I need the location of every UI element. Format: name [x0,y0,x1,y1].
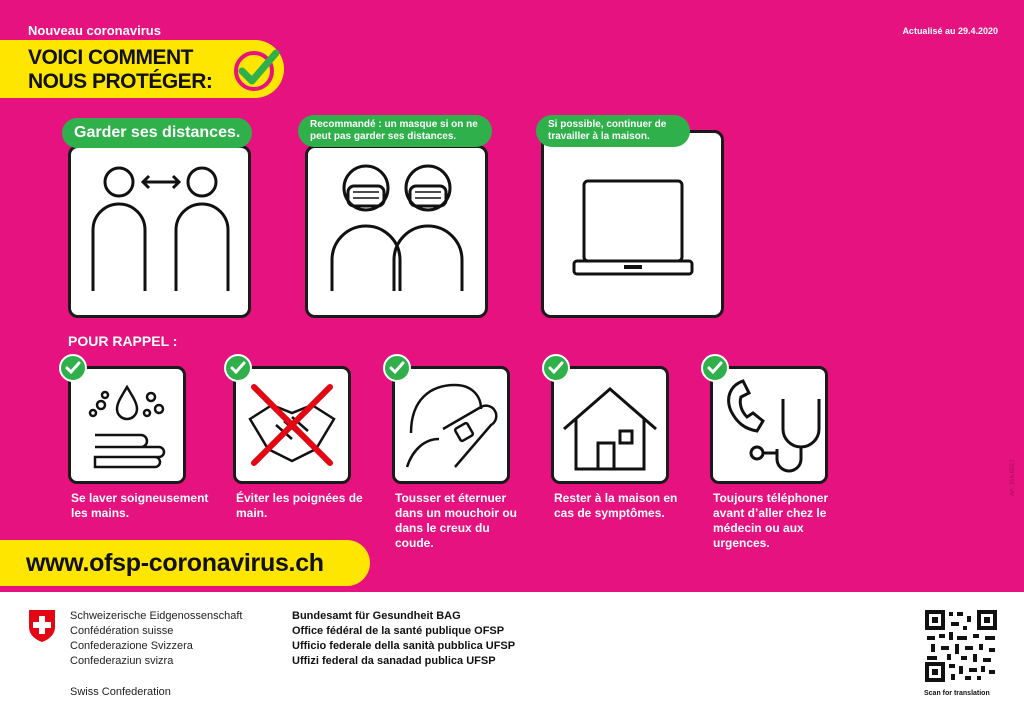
title-line-2: NOUS PROTÉGER: [28,70,213,93]
card-mask [305,145,488,318]
card-no-handshake [233,366,351,484]
card-home-office [541,130,724,318]
swiss-confederation: Swiss Confederation [70,686,171,698]
card-cough-elbow [392,366,510,484]
office-it: Ufficio federale della sanità pubblica UFSP [292,640,516,652]
title-check-icon [232,45,280,93]
check-icon [59,354,87,382]
card-phone-first [710,366,828,484]
caption-phone-first: Toujours téléphoner avant d’aller chez le médecin ou aux urgences. [713,491,829,550]
laptop-icon [544,133,721,315]
caption-cough-elbow: Tousser et éternuer dans un mouchoir ou dans le creux du coude. [395,491,517,550]
confederation-rm: Confederaziun svizra [70,655,174,667]
card-stay-home [551,366,669,484]
qr-caption: Scan for translation [924,690,990,697]
confederation-de: Schweizerische Eidgenossenschaft [70,610,243,622]
pill-distance: Garder ses distances. [62,118,252,148]
caption-no-handshake: Éviter les poignées de main. [236,491,363,520]
reminder-title: POUR RAPPEL : [68,333,178,349]
house-icon [554,369,666,481]
check-icon [224,354,252,382]
check-icon [383,354,411,382]
side-reference: Art. 316.602.f [1010,460,1016,497]
swiss-coat-of-arms-icon [28,609,56,643]
pill-mask: Recommandé : un masque si on ne peut pas garder ses distances. [298,115,492,147]
no-handshake-icon [236,369,348,481]
confederation-it: Confederazione Svizzera [70,640,193,652]
people-with-masks-icon [308,148,485,315]
check-icon [701,354,729,382]
confederation-fr: Confédération suisse [70,625,174,637]
card-distance [68,145,251,318]
website-link[interactable]: www.ofsp-coronavirus.ch [26,549,324,577]
office-fr: Office fédéral de la santé publique OFSP [292,625,505,637]
qr-code-icon[interactable] [925,610,997,682]
card-hand-washing [68,366,186,484]
top-left-label: Nouveau coronavirus [28,23,161,38]
two-people-distance-icon [71,148,248,315]
office-rm: Uffizi federal da sanadad publica UFSP [292,655,496,667]
pill-home-office: Si possible, continuer de travailler à la maison. [536,115,690,147]
phone-stethoscope-icon [713,369,825,481]
hand-washing-icon [71,369,183,481]
caption-stay-home: Rester à la maison en cas de symptômes. [554,491,678,520]
updated-date: Actualisé au 29.4.2020 [902,26,998,36]
caption-hand-washing: Se laver soigneusement les mains. [71,491,209,520]
check-icon [542,354,570,382]
cough-elbow-icon [395,369,507,481]
office-de: Bundesamt für Gesundheit BAG [292,610,461,622]
title-line-1: VOICI COMMENT [28,46,193,69]
